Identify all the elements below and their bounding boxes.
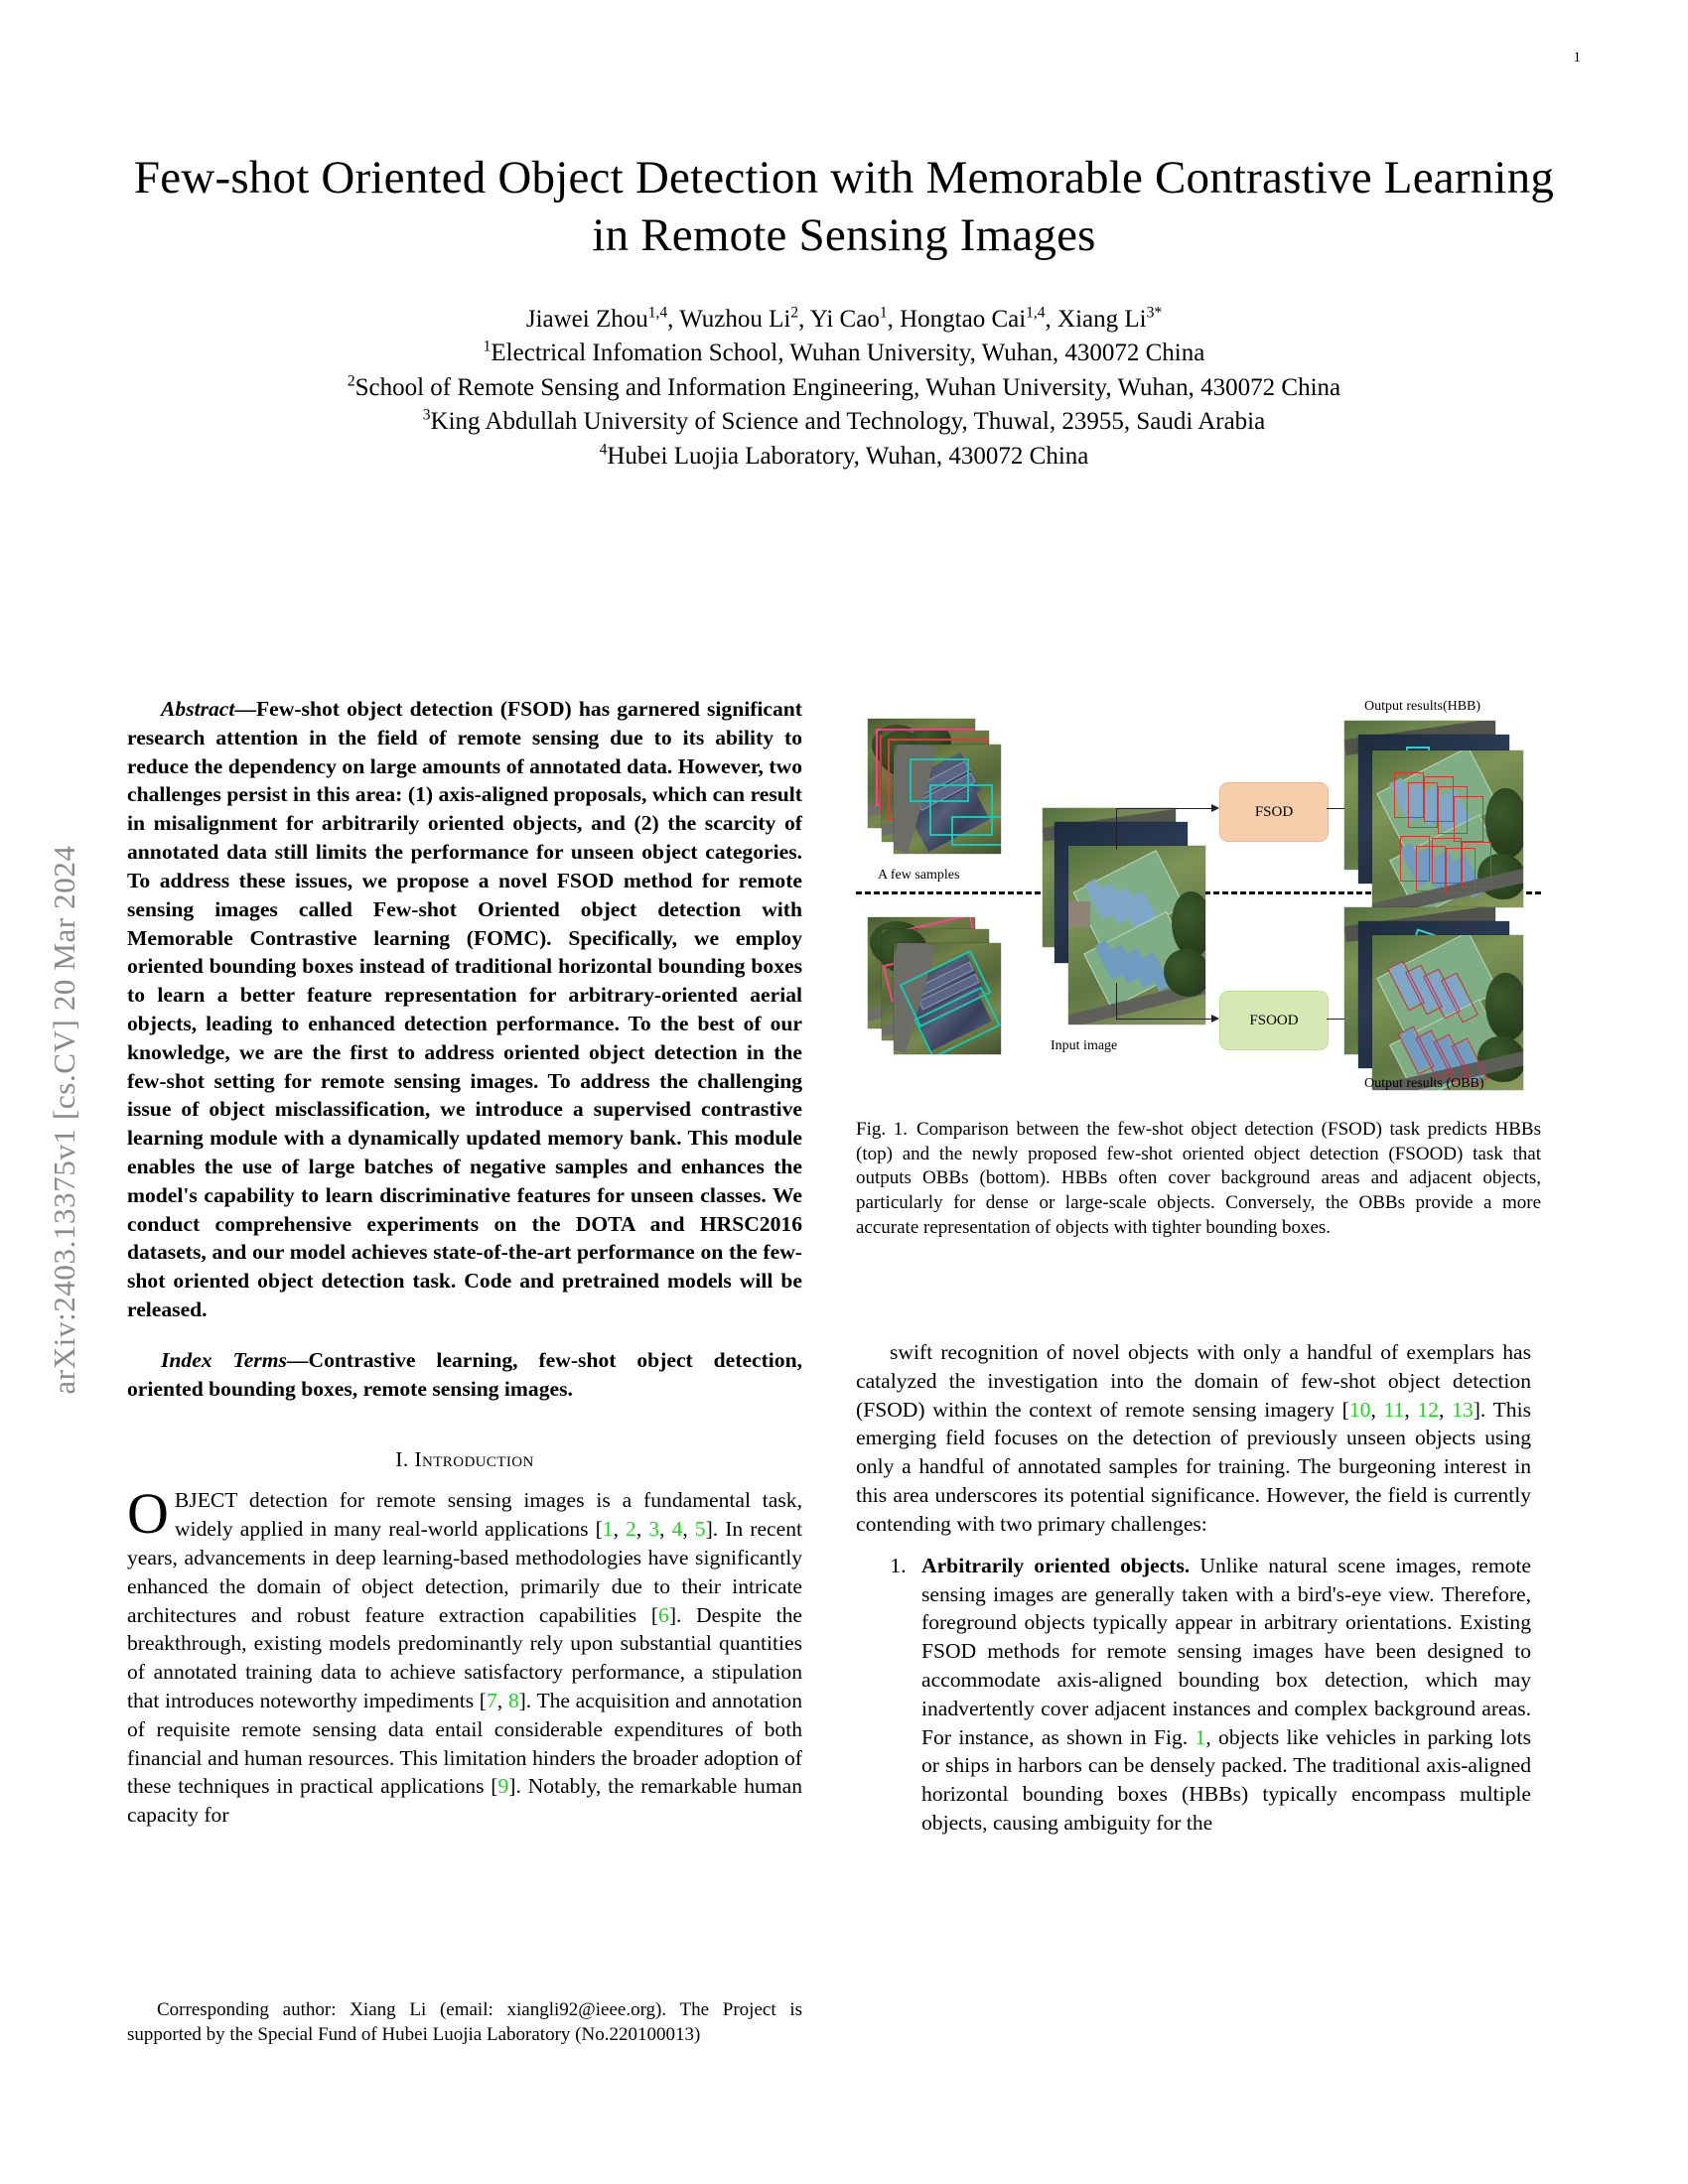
intro-text-d: ]. The acquisition and annotation of requisite remote sensing data entail considerable expenditures of both financial and human resources. This limitation hinders the broader adoption of these techniques in practical applications [ bbox=[127, 1689, 803, 1799]
affiliation-3-sup: 3 bbox=[422, 406, 431, 424]
title-block bbox=[129, 149, 1559, 474]
author-0-sup: 1,4 bbox=[647, 304, 668, 322]
citation-link-10[interactable]: 10 bbox=[1348, 1397, 1371, 1422]
list-item bbox=[912, 1552, 1531, 1838]
arrow-to-fsood bbox=[1116, 1019, 1213, 1020]
citation-link-7[interactable]: 7 bbox=[486, 1689, 497, 1712]
citation-link-9[interactable]: 9 bbox=[497, 1774, 509, 1799]
input-image-label: Input image bbox=[1051, 1038, 1118, 1053]
affiliation-3: $^3$King Abdullah University of Science and Technology, Thuwal, 23955, Saudi Arabia bbox=[422, 406, 1266, 436]
output-obb-stack bbox=[1344, 907, 1543, 1076]
hbb-sheet-front bbox=[1372, 751, 1523, 907]
arrow-stem-top bbox=[1116, 808, 1117, 850]
author-3-sup: 1,4 bbox=[1026, 304, 1046, 322]
figure-1 bbox=[856, 697, 1541, 1091]
challenges-list bbox=[856, 1552, 1531, 1838]
figure-ref-link[interactable]: 1 bbox=[1195, 1724, 1206, 1749]
arrow-head-fsood bbox=[1211, 1015, 1219, 1023]
citation-link-12[interactable]: 12 bbox=[1417, 1397, 1440, 1422]
intro-text-e: ]. Notably, the remarkable human capacity for bbox=[127, 1774, 802, 1828]
footnote: Corresponding author: Xiang Li (email: xiangli92@ieee.org). The Project is supported by the Special Fund of Hubei Luojia Laboratory (No.220100013) bbox=[127, 1999, 802, 2046]
arrow-stem-bottom bbox=[1116, 983, 1117, 1019]
arrow-head-fsod bbox=[1211, 804, 1219, 812]
intro-text-b: ]. In recent years, advancements in deep learning-based methodologies have significantly enhanced the domain of object detection, primarily due to their intricate architectures and robust feature extraction capabilities [ bbox=[127, 1517, 803, 1627]
author-block bbox=[129, 303, 1559, 475]
hbb-box bbox=[1462, 842, 1491, 887]
sample2-sheet-front bbox=[894, 943, 1001, 1054]
output-hbb-label: Output results(HBB) bbox=[1364, 699, 1481, 714]
citation-link-6[interactable]: 6 bbox=[658, 1602, 669, 1627]
intro2-text-b: ]. This emerging field focuses on the detection of previously unseen objects using only a handful of annotated samples for training. The burgeoning interest in this area underscores its potential significance. However, the field is currently contending with two primary challenges: bbox=[856, 1397, 1532, 1536]
author-2: Yi Cao$^1$ bbox=[809, 304, 888, 333]
abstract-label: Abstract bbox=[161, 697, 235, 721]
index-terms-text: Contrastive learning, few-shot object detection, oriented bounding boxes, remote sensing images. bbox=[127, 1347, 803, 1401]
fsood-label: FSOOD bbox=[1249, 1012, 1299, 1028]
fsood-process-box bbox=[1219, 991, 1329, 1050]
challenge-1-text-a: Unlike natural scene images, remote sensing images are generally taken with a bird's-eye view. Therefore, foreground objects typically appear in arbitrary orientations. Existing FSOD methods for remote sensing images have been designed to accommodate axis-aligned bounding box detection, which may inadvertently cover adjacent instances and complex background areas. For instance, as shown in Fig. bbox=[921, 1553, 1532, 1749]
citation-link-13[interactable]: 13 bbox=[1452, 1397, 1474, 1422]
fsod-process-box bbox=[1219, 782, 1329, 842]
index-terms-label: Index Terms bbox=[161, 1347, 287, 1372]
section-heading-introduction: I. Introduction bbox=[395, 1446, 534, 1471]
affiliation-2: $^2$School of Remote Sensing and Information Engineering, Wuhan University, Wuhan, 430072 China bbox=[347, 372, 1341, 401]
obb-sheet-front bbox=[1372, 935, 1523, 1090]
author-0: Jiawei Zhou$^{1,4}$ bbox=[525, 304, 668, 333]
page-title: Few-shot Oriented Object Detection with Memorable Contrastive Learning in Remote Sensing Images bbox=[133, 152, 1555, 262]
left-column bbox=[127, 695, 802, 1830]
citation-link-11[interactable]: 11 bbox=[1383, 1397, 1405, 1422]
hbb-box bbox=[1454, 796, 1483, 842]
index-terms-paragraph bbox=[127, 1346, 802, 1404]
citation-link-8[interactable]: 8 bbox=[507, 1689, 519, 1712]
affiliation-4: $^4$Hubei Luojia Laboratory, Wuhan, 430072 China bbox=[599, 441, 1089, 470]
abstract-paragraph bbox=[127, 695, 802, 1324]
drop-cap: O bbox=[127, 1481, 169, 1547]
author-4-sup: 3* bbox=[1146, 304, 1163, 322]
sample-sheet-front bbox=[894, 745, 1001, 854]
input-sheet-front bbox=[1068, 846, 1205, 1024]
output-obb-label: Output results (OBB) bbox=[1364, 1076, 1484, 1091]
few-samples-stack-bottom bbox=[868, 917, 1017, 1066]
intro-text-a: BJECT detection for remote sensing images is a fundamental task, widely applied in many real-world applications [ bbox=[174, 1488, 802, 1542]
citation-link-5[interactable]: 5 bbox=[694, 1517, 706, 1542]
figure-number: Fig. 1. bbox=[856, 1119, 908, 1140]
author-1: Wuzhou Li$^2$ bbox=[679, 304, 799, 333]
figure-caption-text: Comparison between the few-shot object detection (FSOD) task predicts HBBs (top) and the newly proposed few-shot oriented object detection (FSOOD) task that outputs OBBs (bottom). HBBs often cover background areas and adjacent objects, particularly for dense or large-scale objects. Conversely, the OBBs provide a more accurate representation of objects with tighter bounding boxes. bbox=[856, 1119, 1541, 1238]
few-samples-label-top: A few samples bbox=[878, 868, 960, 883]
fsod-label: FSOD bbox=[1254, 803, 1294, 820]
intro-text-c: ]. Despite the breakthrough, existing models predominantly rely upon substantial quantities of annotated training data to achieve satisfactory performance, a stipulation that introduces noteworthy impediments [ bbox=[127, 1602, 802, 1712]
page-number: 1 bbox=[1573, 50, 1581, 66]
figure-caption bbox=[856, 1118, 1541, 1240]
challenge-1-text-b: , objects like vehicles in parking lots or ships in harbors can be densely packed. The traditional axis-aligned horizontal bounding boxes (HBBs) typically encompass multiple objects, causing ambiguity for the bbox=[921, 1724, 1531, 1835]
author-2-sup: 1 bbox=[879, 304, 888, 322]
affiliation-1-sup: 1 bbox=[483, 338, 492, 355]
affiliation-4-sup: 4 bbox=[599, 441, 608, 459]
output-hbb-stack bbox=[1344, 721, 1543, 899]
citation-link-3[interactable]: 3 bbox=[648, 1517, 660, 1542]
citation-link-1[interactable]: 1 bbox=[602, 1517, 614, 1542]
affiliation-1: $^1$Electrical Infomation School, Wuhan University, Wuhan, 430072 China bbox=[483, 338, 1205, 367]
intro2-text-a: swift recognition of novel objects with only a handful of exemplars has catalyzed the investigation into the domain of few-shot object detection (FSOD) within the context of remote sensing imagery [ bbox=[856, 1340, 1531, 1422]
index-terms-dash: — bbox=[286, 1347, 309, 1372]
abstract-text: Few-shot object detection (FSOD) has garnered significant research attention in the field of remote sensing due to its ability to reduce the dependency on large amounts of annotated data. However, two challenges persist in this area: (1) axis-aligned proposals, which can result in misalignment for arbitrarily oriented objects, and (2) the scarcity of annotated data still limits the performance for unseen object categories. To address these issues, we propose a novel FSOD method for remote sensing images called Few-shot Oriented object detection with Memorable Contrastive learning (FOMC). Specifically, we employ oriented bounding boxes instead of traditional horizontal bounding boxes to learn a better feature representation for arbitrary-oriented aerial objects, leading to enhanced detection performance. To the best of our knowledge, we are the first to address oriented object detection in the few-shot setting for remote sensing images. To address the challenging issue of object misclassification, we introduce a supervised contrastive learning module with a dynamically updated memory bank. This module enables the use of large batches of negative samples and enhances the model's capability to learn discriminative features for unseen classes. We conduct comprehensive experiments on the DOTA and HRSC2016 datasets, and our model achieves state-of-the-art performance on the few-shot oriented object detection task. Code and pretrained models will be released. bbox=[127, 697, 802, 1322]
affiliation-2-sup: 2 bbox=[347, 372, 355, 390]
arrow-to-fsod bbox=[1116, 808, 1213, 809]
author-names: Jiawei Zhou$^{1,4}$, Wuzhou Li$^2$, Yi Cao$^1$, Hongtao Cai$^{1,4}$, Xiang $Li^{3*}$ bbox=[525, 304, 1163, 333]
intro-paragraph-2: swift recognition of novel objects with only a handful of exemplars has catalyzed the investigation into the domain of few-shot object detection (FSOD) within the context of remote sensing imagery [10, 11, 12, 13]. This emerging field focuses on the detection of previously unseen objects using only a handful of annotated samples for training. The burgeoning interest in this area underscores its potential significance. However, the field is currently contending with two primary challenges: bbox=[856, 1340, 1532, 1536]
abstract-dash: — bbox=[234, 697, 256, 721]
author-3: Hongtao Cai$^{1,4}$ bbox=[900, 304, 1046, 333]
input-image-stack bbox=[1043, 808, 1231, 1036]
intro-paragraph-1: OBJECT detection for remote sensing images is a fundamental task, widely applied in many real-world applications [1, 2, 3, 4, 5]. In recent years, advancements in deep learning-based methodologies have significantly enhanced the domain of object detection, primarily due to their intricate architectures and robust feature extraction capabilities [6]. Despite the breakthrough, existing models predominantly rely upon substantial quantities of annotated training data to achieve satisfactory performance, a stipulation that introduces noteworthy impediments [7, 8]. The acquisition and annotation of requisite remote sensing data entail considerable expenditures of both financial and human resources. This limitation hinders the broader adoption of these techniques in practical applications [9]. Notably, the remarkable human capacity for bbox=[127, 1481, 803, 1828]
author-1-sup: 2 bbox=[790, 304, 799, 322]
arxiv-stamp: arXiv:2403.13375v1 [cs.CV] 20 Mar 2024 bbox=[47, 845, 81, 1395]
citation-link-2[interactable]: 2 bbox=[626, 1517, 636, 1542]
author-4: Xiang $Li^{3*}$ bbox=[1057, 304, 1163, 333]
challenge-1-lead: Arbitrarily oriented objects. bbox=[921, 1553, 1191, 1577]
citation-link-4[interactable]: 4 bbox=[671, 1517, 683, 1542]
few-samples-stack-top bbox=[868, 719, 1017, 858]
